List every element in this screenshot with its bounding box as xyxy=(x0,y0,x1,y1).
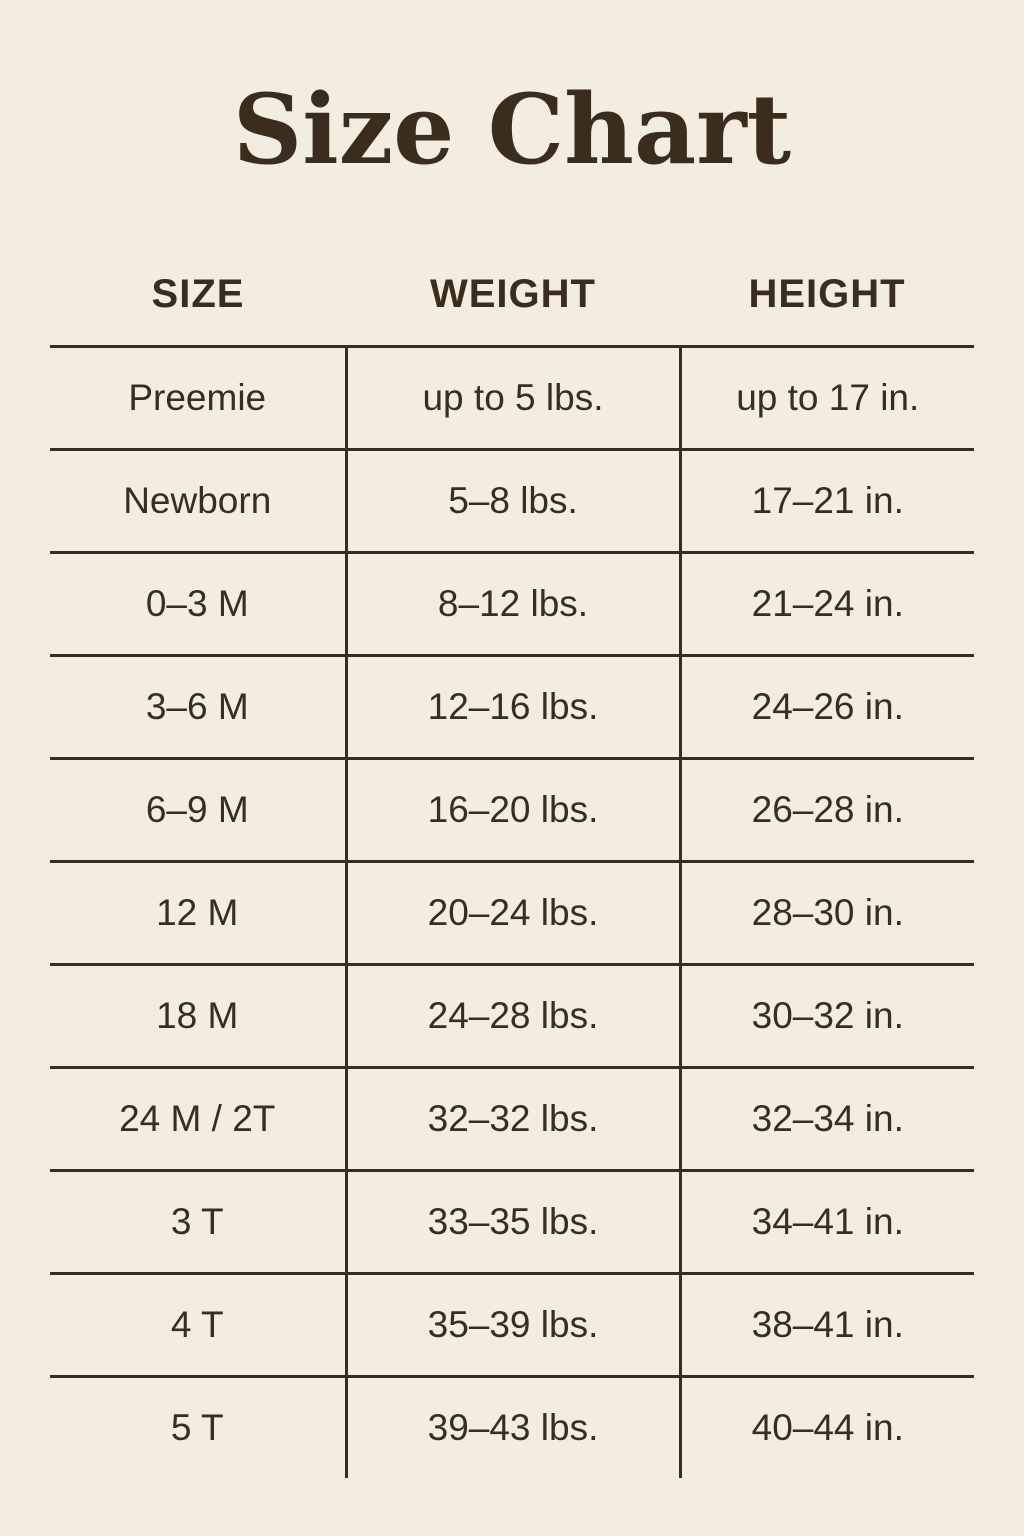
cell-height: up to 17 in. xyxy=(680,347,974,450)
table-row xyxy=(50,862,974,965)
cell-weight: 12–16 lbs. xyxy=(346,656,680,759)
table-row xyxy=(50,1068,974,1171)
cell-height: 17–21 in. xyxy=(680,450,974,553)
cell-height: 34–41 in. xyxy=(680,1171,974,1274)
table-header-row xyxy=(50,272,974,347)
cell-weight: 39–43 lbs. xyxy=(346,1377,680,1479)
column-header-height: HEIGHT xyxy=(680,272,974,347)
table-row xyxy=(50,1377,974,1479)
cell-size: 4 T xyxy=(50,1274,346,1377)
cell-size: 5 T xyxy=(50,1377,346,1479)
cell-height: 32–34 in. xyxy=(680,1068,974,1171)
cell-weight: 32–32 lbs. xyxy=(346,1068,680,1171)
cell-weight: up to 5 lbs. xyxy=(346,347,680,450)
table-row xyxy=(50,759,974,862)
cell-size: 0–3 M xyxy=(50,553,346,656)
cell-height: 24–26 in. xyxy=(680,656,974,759)
table-body xyxy=(50,347,974,1479)
column-header-weight: WEIGHT xyxy=(346,272,680,347)
size-chart-table xyxy=(50,272,974,1478)
table-row xyxy=(50,965,974,1068)
cell-weight: 5–8 lbs. xyxy=(346,450,680,553)
table-row xyxy=(50,450,974,553)
table-row xyxy=(50,347,974,450)
size-chart-table-wrapper xyxy=(50,272,974,1478)
cell-height: 30–32 in. xyxy=(680,965,974,1068)
cell-size: Preemie xyxy=(50,347,346,450)
cell-height: 26–28 in. xyxy=(680,759,974,862)
cell-weight: 16–20 lbs. xyxy=(346,759,680,862)
cell-height: 28–30 in. xyxy=(680,862,974,965)
cell-weight: 8–12 lbs. xyxy=(346,553,680,656)
table-row xyxy=(50,553,974,656)
cell-height: 21–24 in. xyxy=(680,553,974,656)
cell-size: 18 M xyxy=(50,965,346,1068)
cell-height: 40–44 in. xyxy=(751,1407,904,1448)
column-header-size: SIZE xyxy=(50,272,346,347)
cell-weight: 33–35 lbs. xyxy=(346,1171,680,1274)
table-row xyxy=(50,1171,974,1274)
cell-weight: 24–28 lbs. xyxy=(346,965,680,1068)
cell-weight: 20–24 lbs. xyxy=(346,862,680,965)
cell-size: 6–9 M xyxy=(50,759,346,862)
cell-size: 3–6 M xyxy=(50,656,346,759)
cell-height: 38–41 in. xyxy=(680,1274,974,1377)
page-title: Size Chart xyxy=(232,73,792,186)
cell-weight: 35–39 lbs. xyxy=(346,1274,680,1377)
table-row xyxy=(50,1274,974,1377)
cell-size: 3 T xyxy=(50,1171,346,1274)
cell-size: 24 M / 2T xyxy=(50,1068,346,1171)
table-header xyxy=(50,272,974,347)
cell-size: 12 M xyxy=(50,862,346,965)
table-row xyxy=(50,656,974,759)
cell-size: Newborn xyxy=(50,450,346,553)
